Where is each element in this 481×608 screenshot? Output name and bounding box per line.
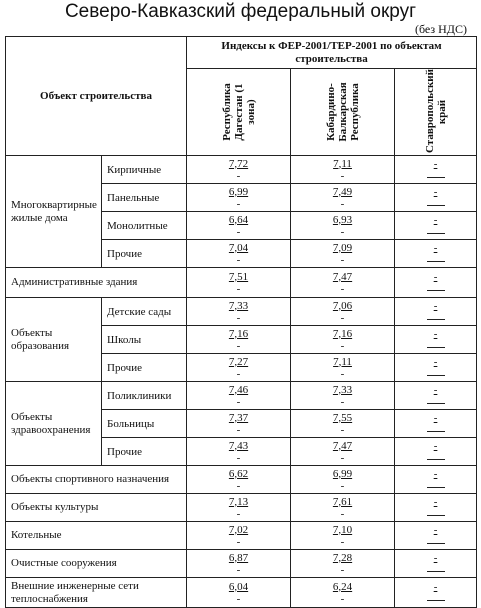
value-cell: -	[395, 156, 477, 184]
value-cell: 7,11 -	[291, 354, 395, 382]
value-cell: 7,27 -	[187, 354, 291, 382]
value-cell: 7,37 -	[187, 410, 291, 438]
value-cell: 6,04 -	[187, 578, 291, 608]
value-cell: 7,16 -	[291, 326, 395, 354]
value-cell: 7,49 -	[291, 184, 395, 212]
category-healthcare: Объекты здравоохранения	[6, 382, 102, 466]
value-cell: 7,46 -	[187, 382, 291, 410]
value-cell: -	[395, 240, 477, 268]
value-cell: 7,02 -	[187, 522, 291, 550]
value-cell: -	[395, 184, 477, 212]
region-header-kbr: Кабардино-Балкарская Республика	[291, 69, 395, 156]
category-education: Объекты образования	[6, 298, 102, 382]
value-cell: 7,43 -	[187, 438, 291, 466]
region-header-stavropol: Ставропольский край	[395, 69, 477, 156]
row-label-culture: Объекты культуры	[6, 494, 187, 522]
value-cell: -	[395, 438, 477, 466]
value-cell: 6,87 -	[187, 550, 291, 578]
row-label: Монолитные	[102, 212, 187, 240]
row-label: Кирпичные	[102, 156, 187, 184]
value-cell: -	[395, 298, 477, 326]
value-cell: 7,04 -	[187, 240, 291, 268]
value-cell: -	[395, 212, 477, 240]
value-cell: -	[395, 410, 477, 438]
value-cell: 7,33 -	[291, 382, 395, 410]
value-cell: -	[395, 578, 477, 608]
value-cell: 7,13 -	[187, 494, 291, 522]
row-label: Поликлиники	[102, 382, 187, 410]
row-label-sports: Объекты спортивного назначения	[6, 466, 187, 494]
row-label: Детские сады	[102, 298, 187, 326]
value-cell: 7,47 -	[291, 268, 395, 298]
value-cell: -	[395, 550, 477, 578]
value-cell: 7,51 -	[187, 268, 291, 298]
region-header-dagestan: Республика Дагестан (1 зона)	[187, 69, 291, 156]
value-cell: -	[395, 522, 477, 550]
value-cell: 7,72 -	[187, 156, 291, 184]
value-cell: -	[395, 494, 477, 522]
value-cell: 6,62 -	[187, 466, 291, 494]
row-label: Панельные	[102, 184, 187, 212]
value-cell: 7,55 -	[291, 410, 395, 438]
value-cell: 6,99 -	[291, 466, 395, 494]
value-cell: 7,06 -	[291, 298, 395, 326]
row-label-boilers: Котельные	[6, 522, 187, 550]
value-cell: 7,47 -	[291, 438, 395, 466]
value-cell: 7,61 -	[291, 494, 395, 522]
index-table	[5, 36, 477, 608]
category-residential: Многоквартирные жилые дома	[6, 156, 102, 268]
value-cell: 6,64 -	[187, 212, 291, 240]
value-cell: 7,28 -	[291, 550, 395, 578]
row-label: Школы	[102, 326, 187, 354]
page-title: Северо-Кавказский федеральный округ	[64, 1, 417, 22]
value-cell: -	[395, 382, 477, 410]
value-cell: -	[395, 466, 477, 494]
row-label: Больницы	[102, 410, 187, 438]
value-cell: -	[395, 354, 477, 382]
value-cell: 7,33 -	[187, 298, 291, 326]
value-cell: 7,16 -	[187, 326, 291, 354]
row-label-treatment: Очистные сооружения	[6, 550, 187, 578]
row-label: Прочие	[102, 240, 187, 268]
value-cell: -	[395, 268, 477, 298]
row-label-admin: Административные здания	[6, 268, 187, 298]
value-cell: 6,24 -	[291, 578, 395, 608]
value-cell: 7,11 -	[291, 156, 395, 184]
value-cell: 6,93 -	[291, 212, 395, 240]
vat-note: (без НДС)	[414, 22, 467, 36]
row-label: Прочие	[102, 354, 187, 382]
row-label: Прочие	[102, 438, 187, 466]
row-label-heating-networks: Внешние инженерные сети теплоснабжения	[6, 578, 187, 608]
object-header: Объект строительства	[6, 37, 187, 156]
value-cell: 7,10 -	[291, 522, 395, 550]
value-cell: 7,09 -	[291, 240, 395, 268]
value-cell: -	[395, 326, 477, 354]
value-cell: 6,99 -	[187, 184, 291, 212]
indices-header: Индексы к ФЕР-2001/ТЕР-2001 по объектам строительства	[187, 37, 477, 69]
